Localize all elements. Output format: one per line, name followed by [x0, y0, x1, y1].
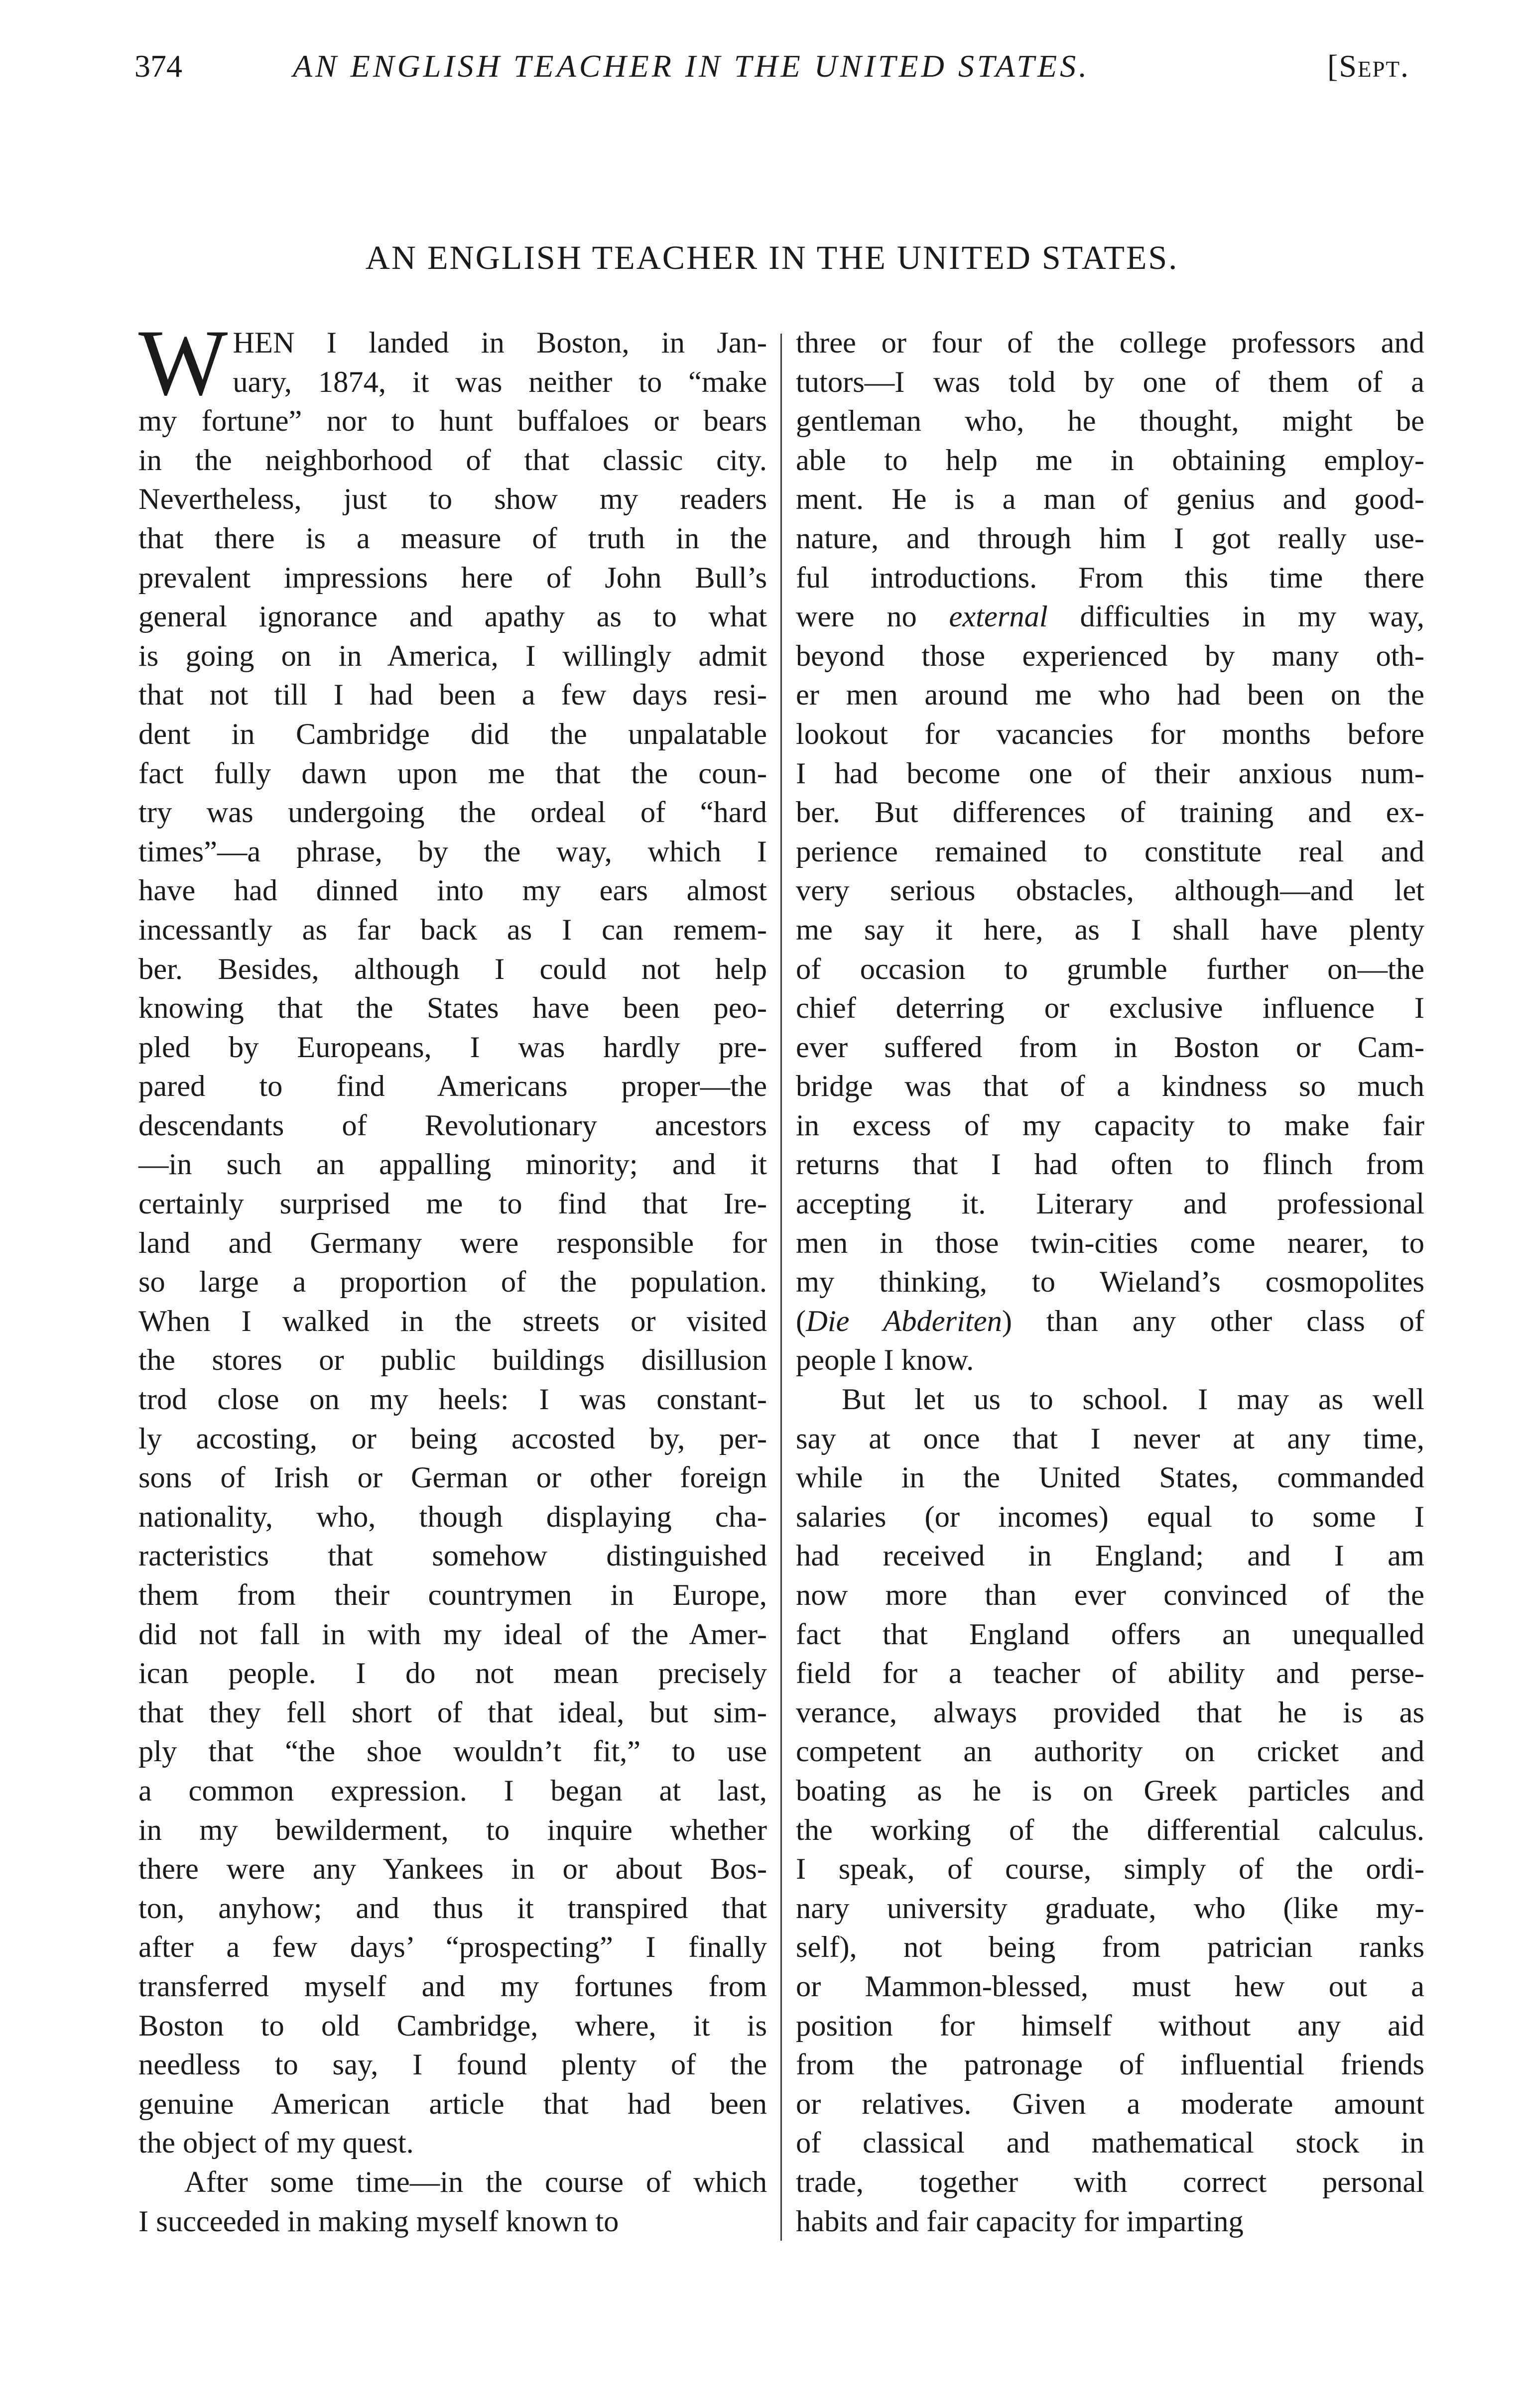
text-line: descendants of Revolutionary ancestors [138, 1108, 767, 1142]
text-line: able to help me in obtaining employ- [796, 443, 1424, 477]
running-title: AN ENGLISH TEACHER IN THE UNITED STATES. [293, 48, 1090, 84]
text-line: ton, anyhow; and thus it transpired that [138, 1891, 767, 1925]
text-line: I had become one of their anxious num- [796, 756, 1424, 790]
text-line: ment. He is a man of genius and good- [796, 482, 1424, 516]
text-line: that they fell short of that ideal, but sim- [138, 1695, 767, 1729]
text-line: were no external difficulties in my way, [796, 600, 1424, 634]
text-line: incessantly as far back as I can remem- [138, 913, 767, 947]
text-line: them from their countrymen in Europe, [138, 1578, 767, 1612]
text-line: while in the United States, commanded [796, 1461, 1424, 1495]
text-line: from the patronage of influential friends [796, 2048, 1424, 2082]
text-line: prevalent impressions here of John Bull’s [138, 561, 767, 595]
text-line: did not fall in with my ideal of the Amer- [138, 1617, 767, 1651]
text-line: chief deterring or exclusive influence I [796, 991, 1424, 1025]
text-line: three or four of the college professors and [796, 326, 1424, 360]
text-line: the working of the differential calculus. [796, 1813, 1424, 1847]
text-line: self), not being from patrician ranks [796, 1930, 1424, 1964]
text-line: a common expression. I began at last, [138, 1774, 767, 1807]
text-line: ber. But differences of training and ex- [796, 796, 1424, 830]
text-line: nature, and through him I got really use- [796, 521, 1424, 555]
text-line: very serious obstacles, although—and let [796, 874, 1424, 908]
text-line: competent an authority on cricket and [796, 1735, 1424, 1769]
text-line: verance, always provided that he is as [796, 1695, 1424, 1729]
text-line: certainly surprised me to find that Ire- [138, 1187, 767, 1221]
text-line: beyond those experienced by many oth- [796, 639, 1424, 673]
text-line: in the neighborhood of that classic city. [138, 443, 767, 477]
text-line: But let us to school. I may as well [842, 1383, 1424, 1417]
text-line: I succeeded in making myself known to [138, 2204, 619, 2238]
text-line: racteristics that somehow distinguished [138, 1539, 767, 1573]
article-title: AN ENGLISH TEACHER IN THE UNITED STATES. [365, 239, 1179, 276]
text-line: returns that I had often to flinch from [796, 1148, 1424, 1182]
text-line: ply that “the shoe wouldn’t fit,” to use [138, 1735, 767, 1769]
text-line: tutors—I was told by one of them of a [796, 365, 1424, 399]
text-line: salaries (or incomes) equal to some I [796, 1500, 1424, 1534]
text-line: accepting it. Literary and professional [796, 1187, 1424, 1221]
text-line: knowing that the States have been peo- [138, 991, 767, 1025]
running-section: [Sept. [1327, 48, 1409, 84]
text-line: When I walked in the streets or visited [138, 1304, 767, 1338]
text-line: or Mammon-blessed, must hew out a [796, 1969, 1424, 2003]
text-line: me say it here, as I shall have plenty [796, 913, 1424, 947]
text-line: in my bewilderment, to inquire whether [138, 1813, 767, 1847]
text-line: ly accosting, or being accosted by, per- [138, 1422, 767, 1455]
text-line: fact that England offers an unequalled [796, 1617, 1424, 1651]
text-line: boating as he is on Greek particles and [796, 1774, 1424, 1807]
text-line: nary university graduate, who (like my- [796, 1891, 1424, 1925]
text-line: habits and fair capacity for imparting [796, 2204, 1244, 2238]
text-line: nationality, who, though displaying cha- [138, 1500, 767, 1534]
text-line: there were any Yankees in or about Bos- [138, 1852, 767, 1886]
text-line: try was undergoing the ordeal of “hard [138, 796, 767, 830]
text-line: have had dinned into my ears almost [138, 874, 767, 908]
text-line: had received in England; and I am [796, 1539, 1424, 1573]
text-line: fact fully dawn upon me that the coun- [138, 756, 767, 790]
text-line: dent in Cambridge did the unpalatable [138, 717, 767, 751]
text-line: uary, 1874, it was neither to “make [233, 365, 767, 399]
text-line: needless to say, I found plenty of the [138, 2048, 767, 2082]
text-line: my thinking, to Wieland’s cosmopolites [796, 1265, 1424, 1299]
text-line: er men around me who had been on the [796, 678, 1424, 712]
page-number: 374 [134, 48, 182, 84]
text-line: ican people. I do not mean precisely [138, 1657, 767, 1690]
text-line: people I know. [796, 1343, 974, 1377]
text-line: the object of my quest. [138, 2126, 414, 2160]
text-line: gentleman who, he thought, might be [796, 404, 1424, 438]
text-line: my fortune” nor to hunt buffaloes or bears [138, 404, 767, 438]
text-line: sons of Irish or German or other foreign [138, 1461, 767, 1495]
text-line: trod close on my heels: I was constant- [138, 1383, 767, 1417]
text-line: bridge was that of a kindness so much [796, 1070, 1424, 1103]
text-line: Boston to old Cambridge, where, it is [138, 2009, 767, 2043]
text-line: field for a teacher of ability and perse- [796, 1657, 1424, 1690]
text-line: now more than ever convinced of the [796, 1578, 1424, 1612]
text-line: men in those twin-cities come nearer, to [796, 1226, 1424, 1260]
text-line: of occasion to grumble further on—the [796, 952, 1424, 986]
text-line: pared to find Americans proper—the [138, 1070, 767, 1103]
text-line: general ignorance and apathy as to what [138, 600, 767, 634]
text-line: times”—a phrase, by the way, which I [138, 835, 767, 868]
text-line: so large a proportion of the population. [138, 1265, 767, 1299]
right-column [796, 324, 1424, 2241]
text-line: of classical and mathematical stock in [796, 2126, 1424, 2160]
text-line: I speak, of course, simply of the ordi- [796, 1852, 1424, 1886]
text-line: say at once that I never at any time, [796, 1422, 1424, 1455]
running-head [134, 48, 1409, 93]
text-line: position for himself without any aid [796, 2009, 1424, 2043]
left-column [138, 311, 767, 2241]
text-line: that there is a measure of truth in the [138, 521, 767, 555]
text-line: after a few days’ “prospecting” I finally [138, 1930, 767, 1964]
text-line: WHEN I landed in Boston, in Jan- [138, 311, 767, 415]
text-line: or relatives. Given a moderate amount [796, 2087, 1424, 2121]
text-line: ful introductions. From this time there [796, 561, 1424, 595]
text-line: trade, together with correct personal [796, 2165, 1424, 2199]
text-line: After some time—in the course of which [184, 2165, 767, 2199]
text-line: —in such an appalling minority; and it [138, 1148, 767, 1182]
text-line: (Die Abderiten) than any other class of [796, 1304, 1424, 1338]
text-line: is going on in America, I willingly admit [138, 639, 767, 673]
text-line: that not till I had been a few days resi- [138, 678, 767, 712]
opening-lines [138, 311, 767, 415]
text-line: transferred myself and my fortunes from [138, 1969, 767, 2003]
text-line: land and Germany were responsible for [138, 1226, 767, 1260]
text-line: genuine American article that had been [138, 2087, 767, 2121]
text-line: pled by Europeans, I was hardly pre- [138, 1030, 767, 1064]
text-line: in excess of my capacity to make fair [796, 1108, 1424, 1142]
text-line: Nevertheless, just to show my readers [138, 482, 767, 516]
text-line: the stores or public buildings disillusion [138, 1343, 767, 1377]
text-line: ever suffered from in Boston or Cam- [796, 1030, 1424, 1064]
column-rule [780, 334, 782, 2241]
text-line: ber. Besides, although I could not help [138, 952, 767, 986]
text-line: lookout for vacancies for months before [796, 717, 1424, 751]
text-line: perience remained to constitute real and [796, 835, 1424, 868]
